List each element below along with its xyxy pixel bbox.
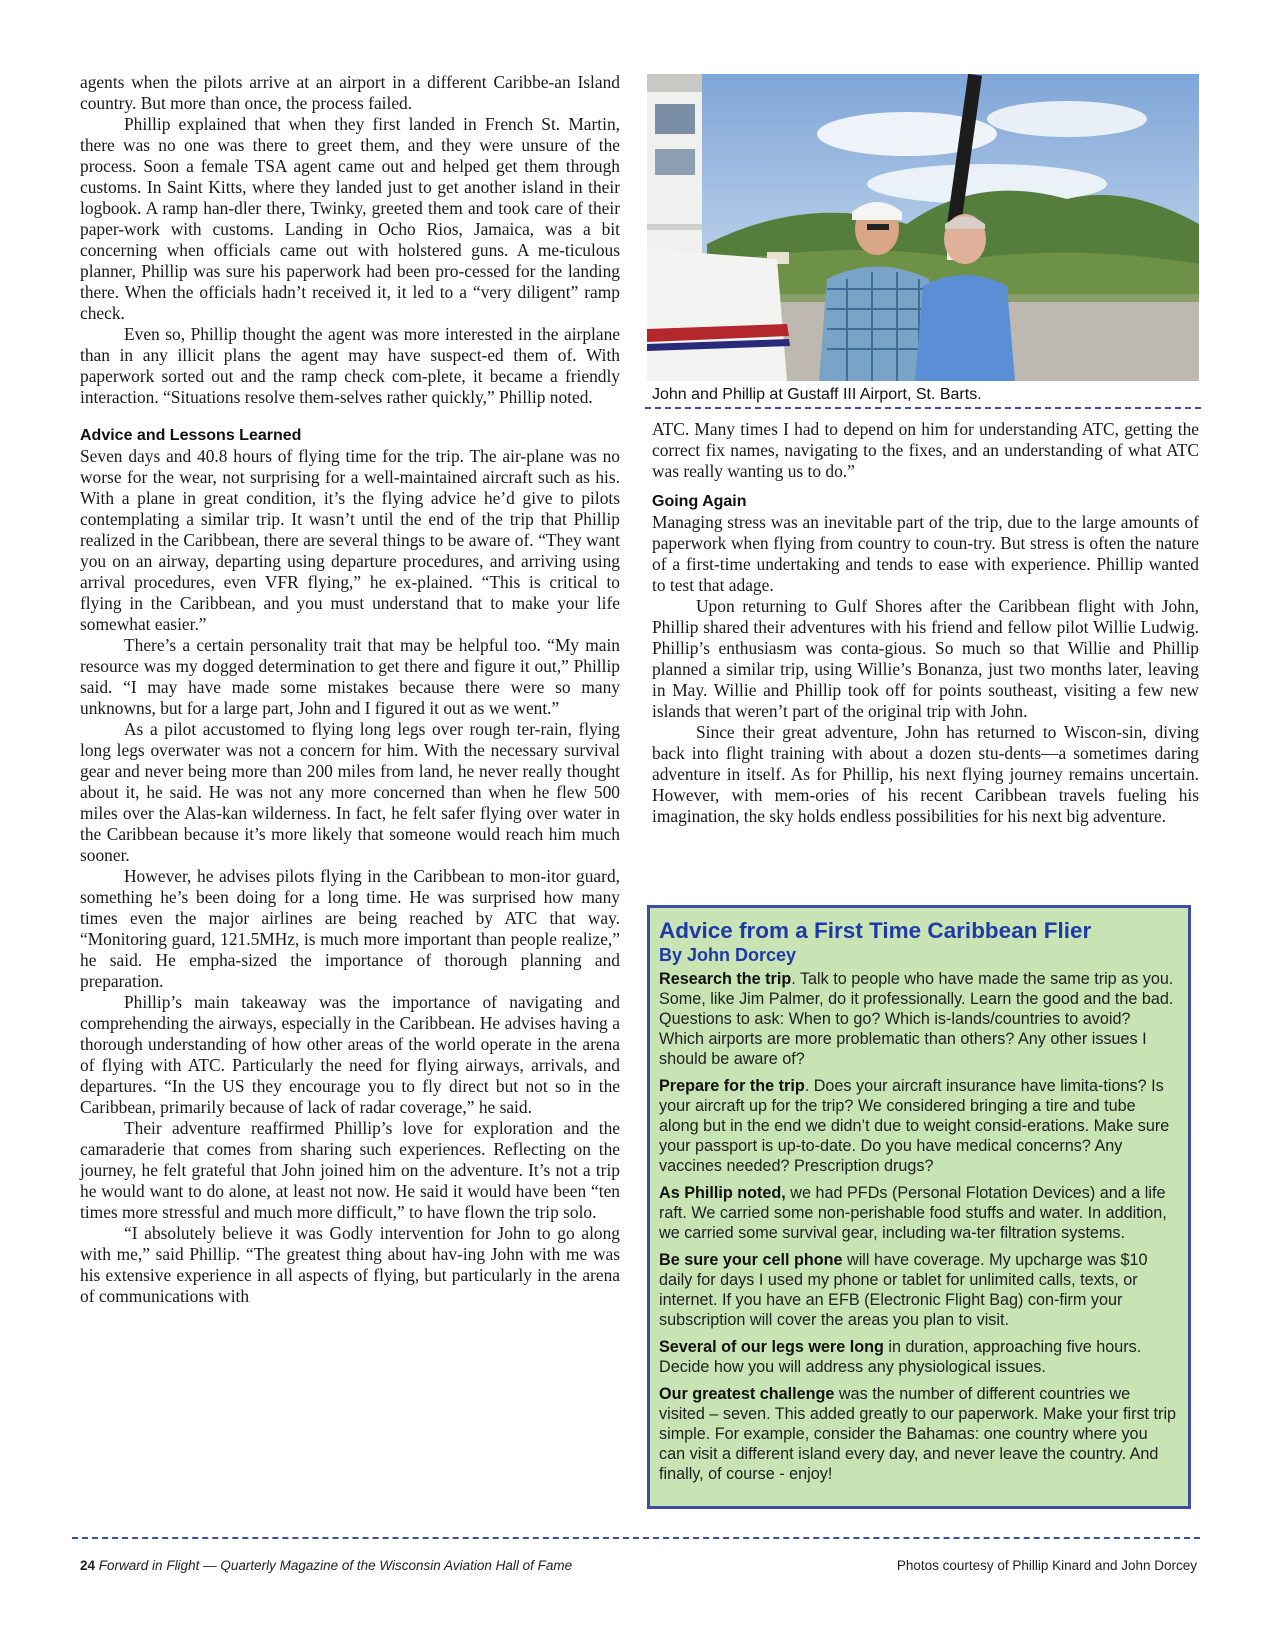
right-column [652, 419, 1199, 827]
sidebar-item-text: was the number of different countries we visited – seven. This added greatly to our paperwork. Make your first trip simple. For example, consider the Bahamas: one country where you can visit a different island every day, and never leave the country. And finally, of course - enjoy! [659, 1385, 1177, 1483]
footer-divider [72, 1537, 1200, 1539]
article-paragraph: Their adventure reaffirmed Phillip’s love for exploration and the camaraderie that comes from sharing such experiences. Reflecting on the journey, he felt grateful that John joined him on the adventure. It’s not a trip he would want to do alone, at least not now. He said it would have been “ten times more stressful and much more difficult,” to have flown the trip solo. [80, 1118, 620, 1222]
article-photo [647, 74, 1199, 381]
sidebar-item [659, 1384, 1178, 1484]
sidebar-item-text: . Talk to people who have made the same trip as you. Some, like Jim Palmer, do it professionally. Learn the good and the bad. Questions to ask: When to go? Which is-lands/countries to avoid? Which airports are more problematic than others? Any other issues I should be aware of? [659, 970, 1174, 1068]
sidebar-item [659, 1076, 1178, 1176]
advice-sidebar [647, 905, 1191, 1509]
article-paragraph: Since their great adventure, John has returned to Wiscon-sin, diving back into flight training with about a dozen stu-dents—a sometimes daring adventure in itself. As for Phillip, his next flying journey remains uncertain. However, with mem-ories of his recent Caribbean travels fueling his imagination, the sky holds endless possibilities for his next big adventure. [652, 722, 1199, 826]
photo-caption: John and Phillip at Gustaff III Airport, St. Barts. [652, 386, 982, 403]
left-column [80, 72, 620, 1307]
article-paragraph: Phillip explained that when they first landed in French St. Martin, there was no one was there to greet them, and they were unsure of the process. Soon a female TSA agent came out and helped get them through customs. In Saint Kitts, where they landed just to get another island in their logbook. A ramp han-dler there, Twinky, greeted them and took care of their paper-work with customs. Landing in Ocho Rios, Jamaica, was a bit concerning when officials came out with holstered guns. A me-ticulous planner, Phillip was sure his paperwork had been pro-cessed for the landing there. When the officials hadn’t received it, it led to a “very diligent” ramp check. [80, 114, 620, 323]
photo-illustration [647, 74, 1199, 381]
article-paragraph: Seven days and 40.8 hours of flying time for the trip. The air-plane was no worse for the wear, not surprising for a well-maintained aircraft such as his. With a plane in great condition, it’s the flying advice he’d give to pilots contemplating a similar trip. It wasn’t until the end of the trip that Phillip realized in the Caribbean, there are several things to be aware of. “They want you on an airway, departing using departure procedures, and arriving using arrival procedures, even VFR flying,” he ex-plained. “This is critical to flying in the Caribbean, and you must understand that to make your life somewhat easier.” [80, 446, 620, 634]
sidebar-item-lead: Several of our legs were long [659, 1338, 884, 1356]
page-number: 24 [80, 1558, 96, 1573]
section-heading-going-again: Going Again [652, 493, 747, 510]
sidebar-item-text: in duration, approaching five hours. Decide how you will address any physiological issues. [659, 1338, 1142, 1376]
sidebar-item-lead: Be sure your cell phone [659, 1251, 843, 1269]
sidebar-item-text: . Does your aircraft insurance have limita-tions? Is your aircraft up for the trip? We considered bringing a tire and tube along but in the end we didn’t due to weight consid-erations. Make sure your passport is up-to-date. Do you have medical concerns? Any vaccines needed? Prescription drugs? [659, 1077, 1170, 1175]
publication-name: Forward in Flight — Quarterly Magazine of the Wisconsin Aviation Hall of Fame [98, 1558, 573, 1573]
caption-divider [645, 407, 1201, 409]
article-paragraph: Phillip’s main takeaway was the importance of navigating and comprehending the airways, especially in the Caribbean. He advises having a thorough understanding of how other areas of the world operate in the arena of flying with ATC. Particularly the need for flying airways, arrivals, and departures. “In the US they encourage you to fly direct but not so in the Caribbean, primarily because of lack of radar coverage,” he said. [80, 992, 620, 1117]
article-paragraph: Even so, Phillip thought the agent was more interested in the airplane than in any illicit plans the agent may have suspect-ed them of. With paperwork sorted out and the ramp check com-plete, it became a friendly interaction. “Situations resolve them-selves rather quickly,” Phillip noted. [80, 324, 620, 407]
article-paragraph: Managing stress was an inevitable part of the trip, due to the large amounts of paperwork when flying from country to coun-try. But stress is often the nature of a first-time undertaking and tends to ease with experience. Phillip wanted to test that adage. [652, 512, 1199, 595]
article-paragraph: agents when the pilots arrive at an airport in a different Caribbe-an Island country. But more than once, the process failed. [80, 72, 620, 113]
sidebar-item-lead: As Phillip noted, [659, 1184, 786, 1202]
sidebar-item-lead: Research the trip [659, 970, 792, 988]
article-paragraph: As a pilot accustomed to flying long legs over rough ter-rain, flying long legs overwater was not a concern for him. With the necessary survival gear and never being more than 200 miles from land, he never really thought about it, he said. He was not any more concerned than when he flew 500 miles over the Alas-kan wilderness. In fact, he felt safer flying over water in the Caribbean because it’s more likely that someone would reach him much sooner. [80, 719, 620, 865]
article-paragraph: ATC. Many times I had to depend on him for understanding ATC, getting the correct fix names, navigating to the fixes, and an understanding of what ATC was really wanting us to do.” [652, 419, 1199, 481]
sidebar-item-lead: Prepare for the trip [659, 1077, 805, 1095]
sidebar-item-lead: Our greatest challenge [659, 1385, 835, 1403]
sidebar-item [659, 1183, 1178, 1243]
sidebar-item-text: we had PFDs (Personal Flotation Devices) and a life raft. We carried some non-perishable food stuffs and water. In addition, we carried some survival gear, including wa-ter filtration systems. [659, 1184, 1167, 1242]
section-heading-advice: Advice and Lessons Learned [80, 427, 302, 444]
article-paragraph: There’s a certain personality trait that may be helpful too. “My main resource was my dogged determination to get there and figure it out,” Phillip said. “I may have made some mistakes because there were so many unknowns, but for a large part, John and I figured it out as we went.” [80, 635, 620, 718]
article-paragraph: Upon returning to Gulf Shores after the Caribbean flight with John, Phillip shared their adventures with his friend and fellow pilot Willie Ludwig. Phillip’s enthusiasm was conta-gious. So much so that Willie and Phillip planned a similar trip, using Willie’s Bonanza, just two months later, leaving in May. Willie and Phillip took off for points southeast, visiting a few new islands that weren’t part of the original trip with John. [652, 596, 1199, 721]
sidebar-title: Advice from a First Time Caribbean Flier [659, 918, 1092, 943]
sidebar-item [659, 1337, 1178, 1377]
photo-credits: Photos courtesy of Phillip Kinard and John Dorcey [896, 1558, 1197, 1573]
sidebar-item [659, 969, 1178, 1069]
article-paragraph: “I absolutely believe it was Godly intervention for John to go along with me,” said Phillip. “The greatest thing about hav-ing John with me was his extensive experience in all aspects of flying, but particularly in the arena of communications with [80, 1223, 620, 1306]
sidebar-item-text: will have coverage. My upcharge was $10 daily for days I used my phone or tablet for unlimited calls, texts, or internet. If you have an EFB (Electronic Flight Bag) con-firm your subscription will cover the areas you plan to visit. [659, 1251, 1148, 1329]
article-paragraph: However, he advises pilots flying in the Caribbean to mon-itor guard, something he’s been doing for a long time. He was surprised how many times even the major airlines are being reached by ATC that way. “Monitoring guard, 121.5MHz, is much more important than people realize,” he said. He empha-sized the importance of thorough planning and preparation. [80, 866, 620, 991]
sidebar-author: By John Dorcey [659, 945, 797, 965]
footer-publication [80, 1558, 572, 1573]
sidebar-item [659, 1250, 1178, 1330]
